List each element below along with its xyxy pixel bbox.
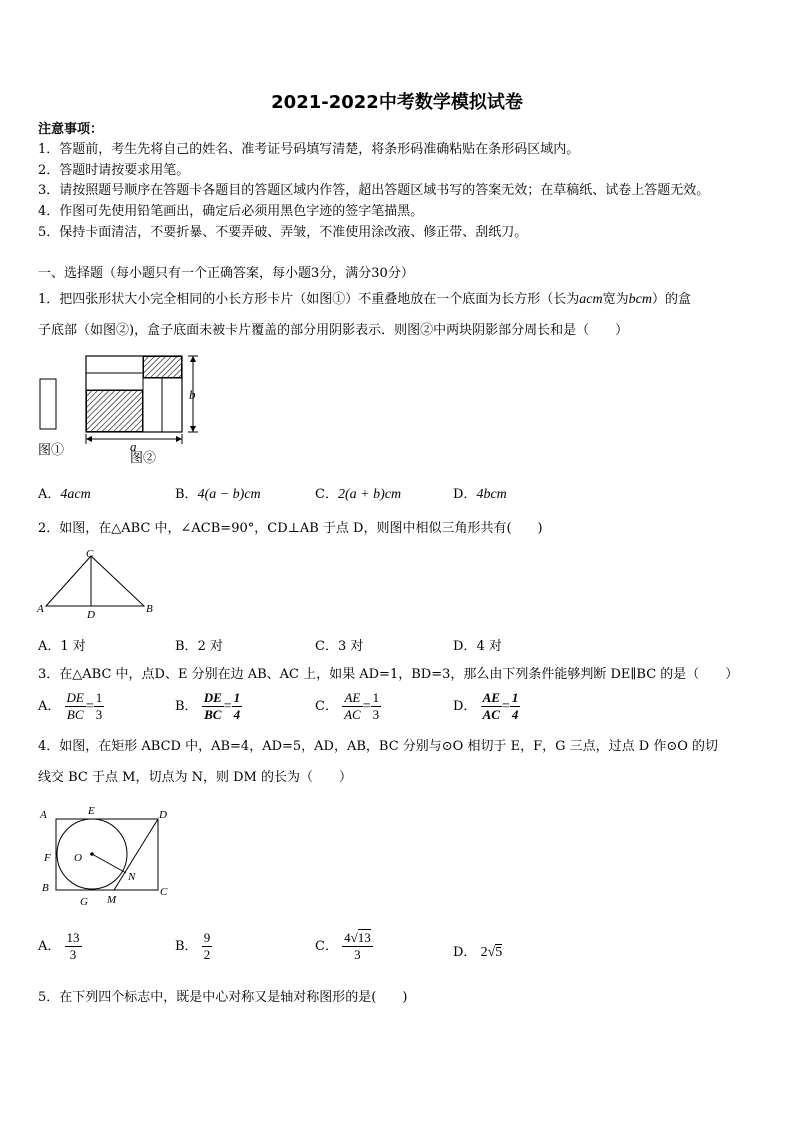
q1-stem-line1: 1．把四张形状大小完全相同的小长方形卡片（如图①）不重叠地放在一个底面为长方形（长为acm宽为bcm）的盒 (38, 292, 691, 307)
q1-label-a: a (130, 439, 137, 454)
q4-label-d: D (159, 809, 167, 821)
section-heading: 一、选择题（每小题只有一个正确答案，每小题3分，满分30分） (38, 266, 414, 281)
notice-item-1: 1．答题前，考生先将自己的姓名、准考证号码填写清楚，将条形码准确粘贴在条形码区域内。 (38, 142, 580, 157)
q4-option-a[interactable]: A． $\frac{13}{3}$ (38, 930, 80, 962)
q4-label-o: O (74, 852, 82, 864)
q2-option-c[interactable]: C．3 对 (315, 639, 364, 654)
q2-stem: 2．如图，在△ABC 中，∠ACB=90°，CD⊥AB 于点 D，则图中相似三角形共有( ) (38, 521, 543, 536)
q4-option-c[interactable]: C． $\frac{4√13}{3}$ (315, 930, 371, 962)
notice-item-3: 3．请按照题号顺序在答题卡各题目的答题区域内作答，超出答题区域书写的答案无效；在草稿纸、试卷上答题无效。 (38, 183, 710, 198)
notice-item-5: 5．保持卡面清洁，不要折暴、不要弄破、弄皱，不准使用涂改液、修正带、刮纸刀。 (38, 225, 528, 240)
page-title: 2021-2022中考数学模拟试卷 (271, 92, 523, 113)
q4-option-b[interactable]: B． $\frac{9}{2}$ (175, 930, 211, 962)
q3-option-c[interactable]: C． $\frac{AE}{AC}$ = $\frac{1}{3}$ (315, 690, 380, 722)
q4-stem-line2: 线交 BC 于点 M，切点为 N，则 DM 的长为（ ） (38, 770, 352, 785)
q2-label-c: C (86, 548, 94, 560)
q2-figure (34, 546, 159, 618)
q4-label-a: A (40, 809, 47, 821)
q3-option-a[interactable]: A． $\frac{DE}{BC}$ = $\frac{1}{3}$ (38, 690, 103, 722)
q2-label-b: B (146, 603, 153, 615)
q2-label-a: A (37, 603, 44, 615)
q4-label-m: M (107, 894, 117, 906)
q1-stem-line2: 子底部（如图②)，盒子底面未被卡片覆盖的部分用阴影表示．则图②中两块阴影部分周长和是（ ） (38, 323, 629, 338)
q2-option-b[interactable]: B．2 对 (175, 639, 223, 654)
q1-fig1-caption: 图① (38, 443, 65, 458)
q2-label-d: D (87, 609, 95, 618)
q4-figure (34, 800, 179, 910)
q1-shade-top-right (144, 357, 182, 378)
q2-option-d[interactable]: D．4 对 (453, 639, 502, 654)
q1-option-d[interactable]: D．4bcm (453, 487, 507, 502)
q4-label-c: C (160, 886, 168, 898)
q2-option-a[interactable]: A．1 对 (38, 639, 86, 654)
q3-option-d[interactable]: D． $\frac{AE}{AC}$ = $\frac{1}{4}$ (453, 690, 519, 722)
q4-label-g: G (80, 896, 88, 908)
q1-option-a[interactable]: A．4acm (38, 487, 91, 502)
notice-item-2: 2．答题时请按要求用笔。 (38, 163, 190, 178)
q4-label-e: E (88, 805, 95, 817)
sqrt-icon: √ (487, 945, 496, 960)
q3-stem: 3．在△ABC 中，点D、E 分别在边 AB、AC 上，如果 AD=1，BD=3，那么由下列条件能够判断 DE∥BC 的是（ ） (38, 667, 739, 682)
q5-stem: 5．在下列四个标志中，既是中心对称又是轴对称图形的是( ) (38, 990, 408, 1005)
q4-label-n: N (128, 871, 136, 883)
q1-option-c[interactable]: C．2(a + b)cm (315, 487, 402, 502)
q1-card-rect (40, 379, 56, 429)
q4-label-b: B (42, 882, 49, 894)
q4-stem-line1: 4．如图，在矩形 ABCD 中，AB=4，AD=5，AD，AB，BC 分别与⊙O 相切于 E，F，G 三点，过点 D 作⊙O 的切 (38, 739, 719, 754)
q3-option-b[interactable]: B． $\frac{DE}{BC}$ = $\frac{1}{4}$ (175, 690, 241, 722)
q4-rectangle (56, 819, 158, 890)
q1-fig2-caption: 图② (130, 451, 157, 466)
notice-heading: 注意事项： (38, 122, 104, 137)
q4-label-f: F (44, 852, 51, 864)
q1-label-b: b (189, 387, 196, 402)
q4-option-d[interactable]: D． 2√5 (453, 945, 503, 960)
q1-option-b[interactable]: B．4(a − b)cm (175, 487, 261, 502)
notice-item-4: 4．作图可先使用铅笔画出，确定后必须用黑色字迹的签字笔描黑。 (38, 204, 424, 219)
sqrt-icon: √ (350, 930, 358, 945)
q1-shade-bottom-left (87, 391, 143, 432)
